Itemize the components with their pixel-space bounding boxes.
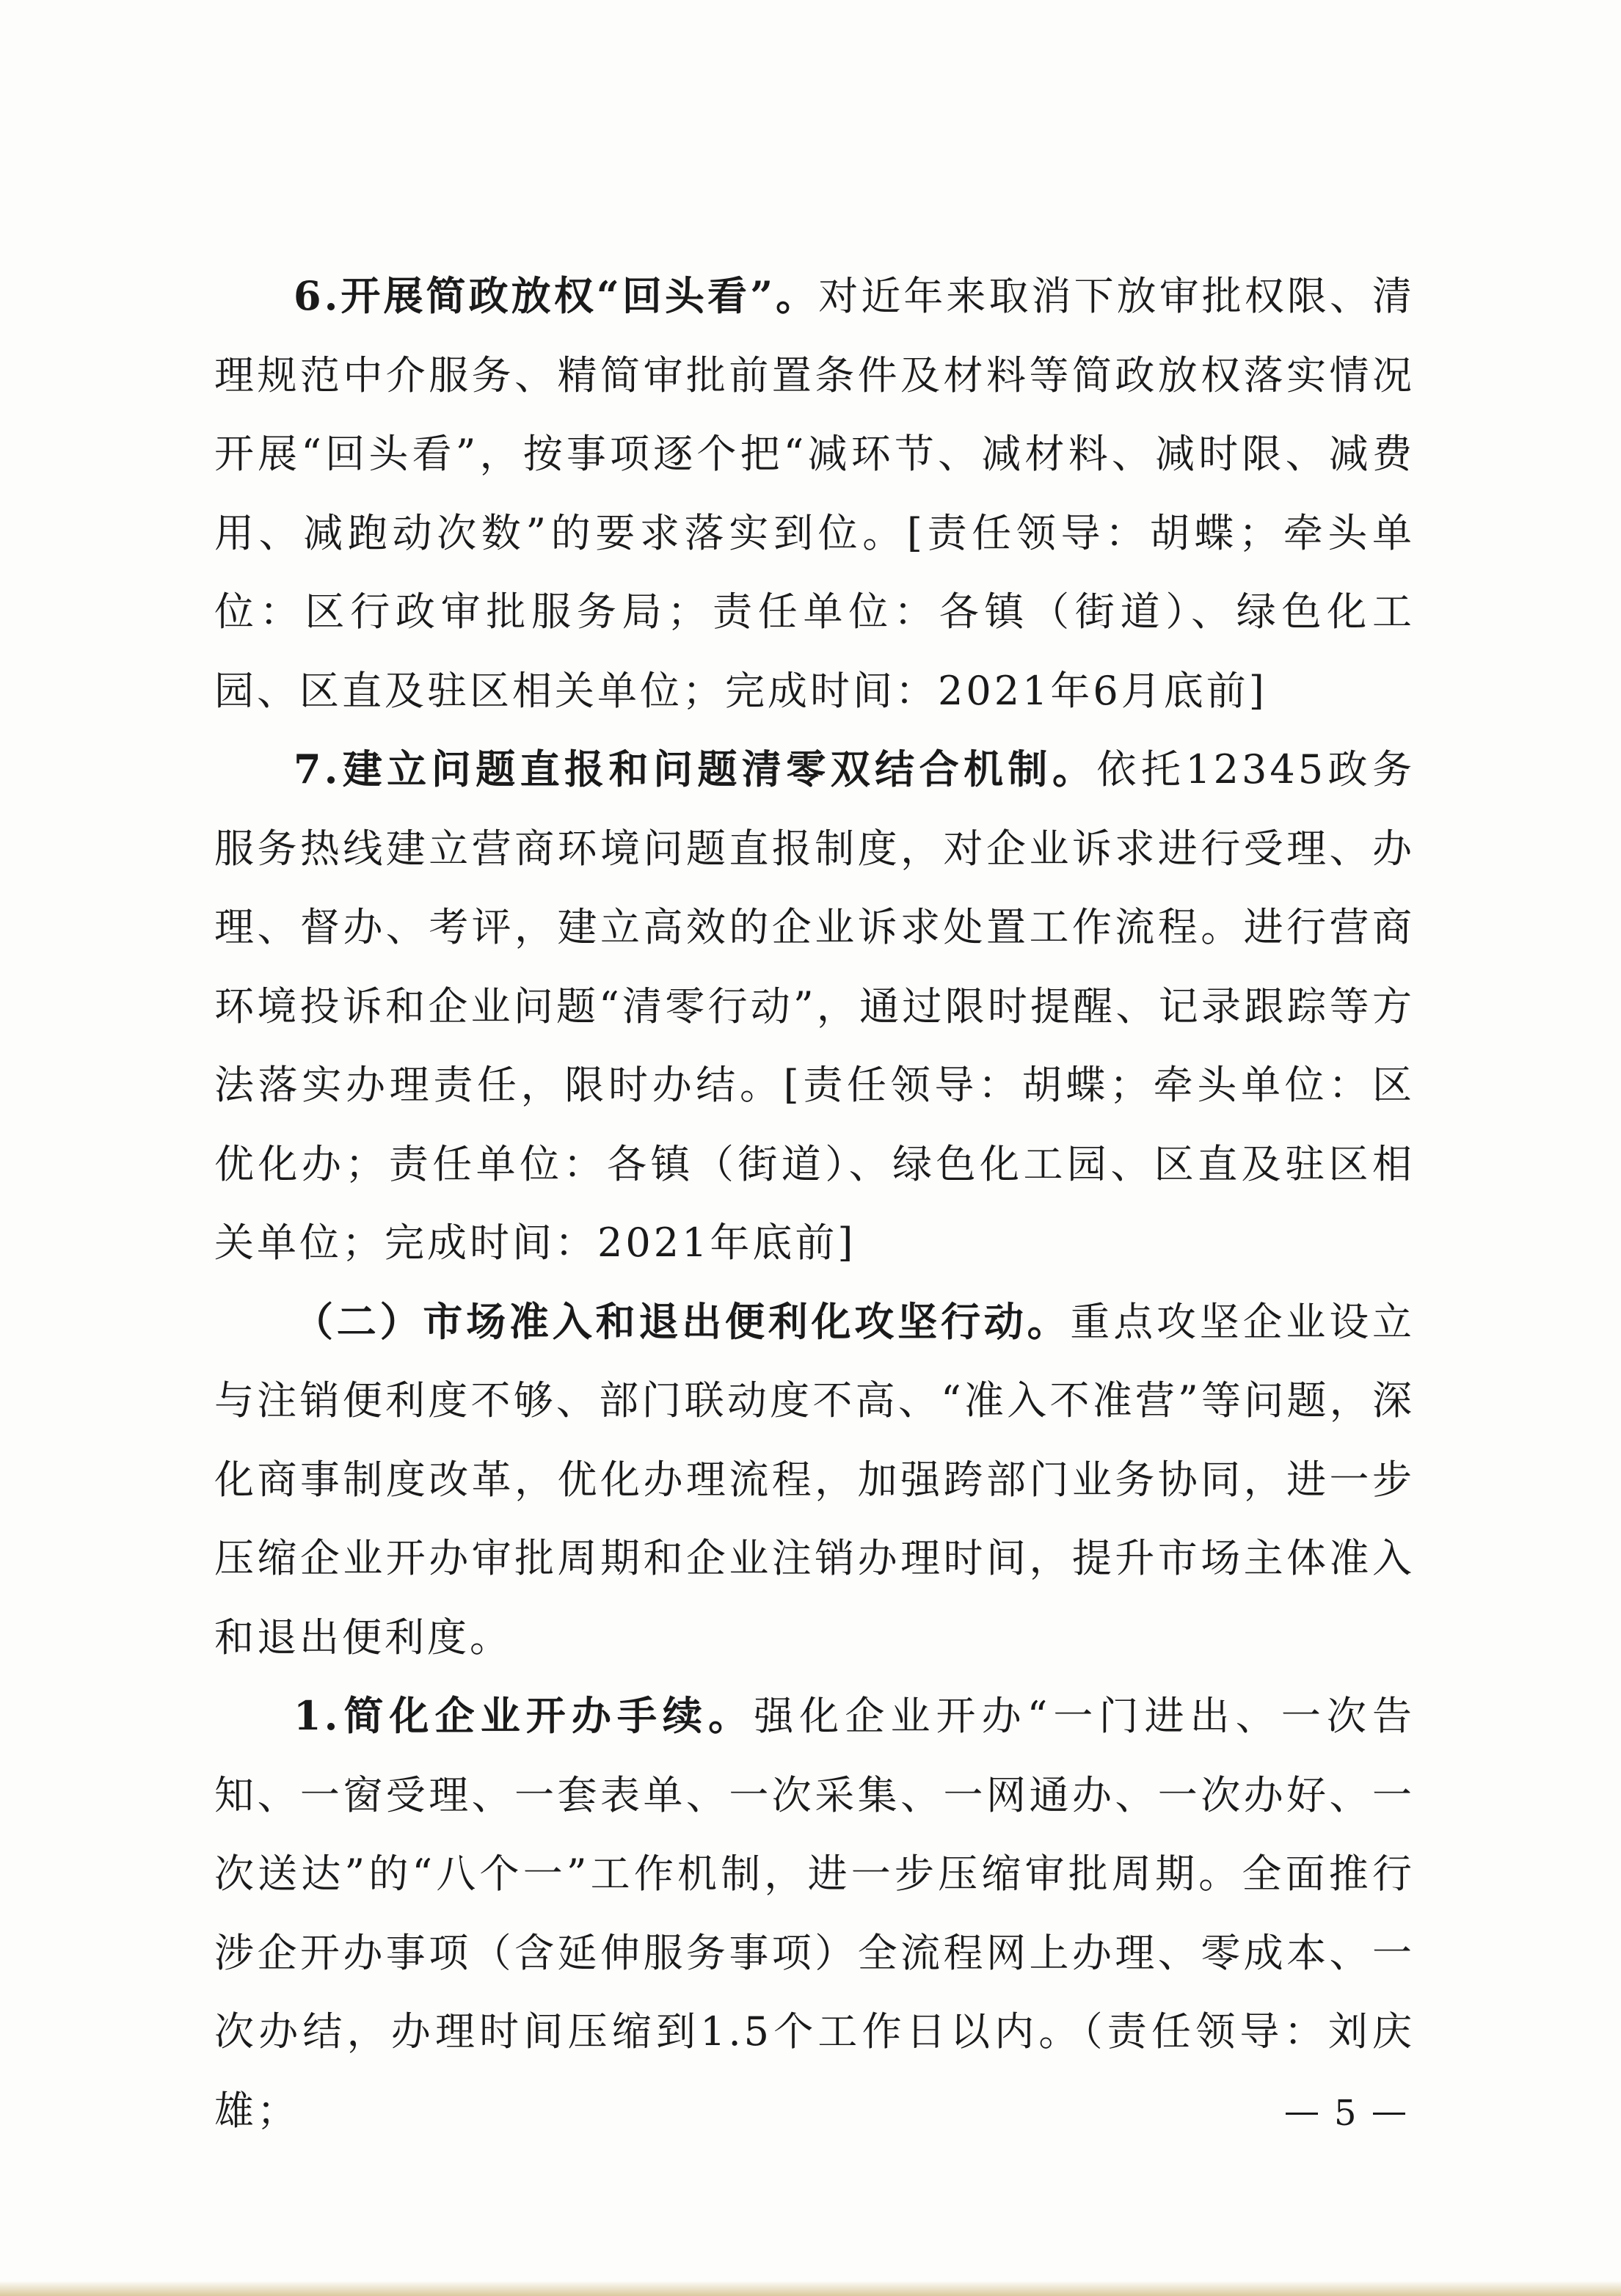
section-body: 重点攻坚企业设立与注销便利度不够、部门联动度不高、“准入不准营”等问题，深化商事制度改革，优化办理流程，加强跨部门业务协同，进一步压缩企业开办审批周期和企业注销办理时间，提升市场主体准入和退出便利度。	[214, 1298, 1416, 1661]
paragraph-heading: 6.开展简政放权“回头看”。	[294, 272, 819, 319]
paragraph-item-7	[214, 730, 1415, 1283]
paragraph-item-6	[214, 257, 1415, 730]
section-heading-2	[214, 1283, 1415, 1677]
paragraph-heading: 1.简化企业开办手续。	[294, 1692, 754, 1739]
body-text	[214, 257, 1415, 2150]
paragraph-body: 强化企业开办“一门进出、一次告知、一窗受理、一套表单、一次采集、一网通办、一次办好、一次送达”的“八个一”工作机制，进一步压缩审批周期。全面推行涉企开办事项（含延伸服务事项）全流程网上办理、零成本、一次办结，办理时间压缩到1.5个工作日以内。（责任领导：刘庆雄；	[214, 1693, 1415, 2134]
page-number	[1286, 2091, 1432, 2135]
dash-left	[1286, 2113, 1318, 2115]
section-heading: （二）市场准入和退出便利化攻坚行动。	[294, 1297, 1071, 1345]
paragraph-body: 依托12345政务服务热线建立营商环境问题直报制度，对企业诉求进行受理、办理、督办、考评，建立高效的企业诉求处置工作流程。进行营商环境投诉和企业问题“清零行动”，通过限时提醒、记录跟踪等方法落实办理责任，限时办结。[责任领导：胡蝶；牵头单位：区优化办；责任单位：各镇（街道）、绿色化工园、区直及驻区相关单位；完成时间：2021年底前]	[214, 746, 1415, 1266]
page-number-value: 5	[1334, 2093, 1357, 2134]
paragraph-body: 对近年来取消下放审批权限、清理规范中介服务、精简审批前置条件及材料等简政放权落实情况开展“回头看”，按事项逐个把“减环节、减材料、减时限、减费用、减跑动次数”的要求落实到位。[责任领导：胡蝶；牵头单位：区行政审批服务局；责任单位：各镇（街道）、绿色化工园、区直及驻区相关单位；完成时间：2021年6月底前]	[214, 273, 1415, 714]
dash-right	[1373, 2113, 1405, 2115]
scan-edge-strip	[0, 2281, 1621, 2296]
paragraph-item-1	[214, 1677, 1415, 2150]
paragraph-heading: 7.建立问题直报和问题清零双结合机制。	[294, 746, 1097, 792]
